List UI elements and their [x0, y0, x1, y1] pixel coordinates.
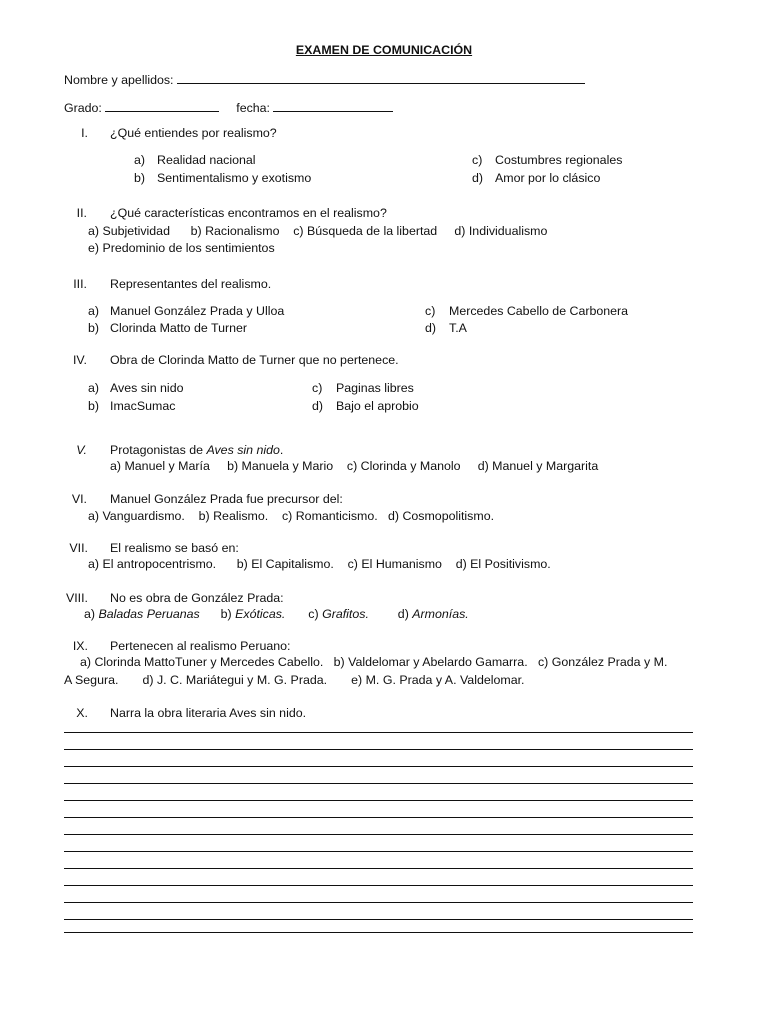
q3-option-b-letter: b) — [88, 321, 100, 335]
name-label: Nombre y apellidos: — [64, 73, 174, 87]
answer-line[interactable] — [64, 749, 693, 750]
q4-option-b-letter: b) — [88, 399, 100, 413]
q6-text: Manuel González Prada fue precursor del: — [110, 492, 343, 506]
q9-options-line1: a) Clorinda MattoTuner y Mercedes Cabello. b) Valdelomar y Abelardo Gamarra. c) González Prada y M. — [80, 655, 668, 669]
q2-options-line1: a) Subjetividad b) Racionalismo c) Búsqueda de la libertad d) Individualismo — [88, 224, 548, 238]
q3-option-d-letter: d) — [425, 321, 437, 335]
q3-option-c-letter: c) — [425, 304, 436, 318]
q3-number: III. — [73, 277, 87, 291]
grade-date-row — [64, 99, 393, 115]
q9-options-line2: A Segura. d) J. C. Mariátegui y M. G. Prada. e) M. G. Prada y A. Valdelomar. — [64, 673, 525, 687]
q3-text: Representantes del realismo. — [110, 277, 272, 291]
answer-line[interactable] — [64, 868, 693, 869]
q4-option-a: Aves sin nido — [110, 381, 184, 395]
answer-line[interactable] — [64, 851, 693, 852]
q8-option-d-letter: d) — [397, 607, 413, 621]
q3-option-a: Manuel González Prada y Ulloa — [110, 304, 285, 318]
q4-option-c-letter: c) — [312, 381, 323, 395]
q1-option-b-letter: b) — [134, 171, 146, 185]
answer-line[interactable] — [64, 732, 693, 733]
q8-option-a-letter: a) — [84, 607, 99, 621]
q3-option-c: Mercedes Cabello de Carbonera — [449, 304, 629, 318]
q6-number: VI. — [71, 492, 87, 506]
q8-options — [84, 607, 469, 621]
q8-option-d: Armonías. — [412, 607, 469, 621]
exam-title: EXAMEN DE COMUNICACIÓN — [295, 43, 473, 57]
q2-text: ¿Qué características encontramos en el realismo? — [110, 206, 387, 220]
q3-option-d: T.A — [449, 321, 467, 335]
q4-option-d-letter: d) — [312, 399, 324, 413]
grade-input-line[interactable] — [105, 99, 219, 112]
answer-line[interactable] — [64, 919, 693, 920]
grade-label: Grado: — [64, 101, 102, 115]
date-label: fecha: — [236, 101, 271, 115]
q4-option-b: ImacSumac — [110, 399, 176, 413]
q5-text — [110, 443, 283, 457]
q2-options-line2: e) Predominio de los sentimientos — [88, 241, 275, 255]
q3-option-b: Clorinda Matto de Turner — [110, 321, 248, 335]
q5-text-prefix: Protagonistas de — [110, 443, 207, 457]
q5-options-line1: a) Manuel y María b) Manuela y Mario c) Clorinda y Manolo d) Manuel y Margarita — [110, 459, 599, 473]
name-field-row — [64, 71, 585, 87]
q1-option-c-letter: c) — [472, 153, 483, 167]
q8-option-c: Grafitos. — [322, 607, 369, 621]
answer-line[interactable] — [64, 902, 693, 903]
q4-option-a-letter: a) — [88, 381, 100, 395]
q7-text: El realismo se basó en: — [110, 541, 239, 555]
q5-number: V. — [76, 443, 87, 457]
q9-text: Pertenecen al realismo Peruano: — [110, 639, 291, 653]
q5-text-italic: Aves sin nido — [206, 443, 280, 457]
q1-number: I. — [81, 126, 88, 140]
q8-option-c-letter: c) — [308, 607, 323, 621]
q1-option-d-letter: d) — [472, 171, 484, 185]
answer-line[interactable] — [64, 932, 693, 933]
q1-option-d: Amor por lo clásico — [495, 171, 601, 185]
q8-option-b-letter: b) — [220, 607, 236, 621]
q9-number: IX. — [72, 639, 88, 653]
q4-option-c: Paginas libres — [336, 381, 414, 395]
q7-number: VII. — [69, 541, 88, 555]
q6-options-line1: a) Vanguardismo. b) Realismo. c) Romanticismo. d) Cosmopolitismo. — [88, 509, 495, 523]
q8-number: VIII. — [65, 591, 88, 605]
answer-line[interactable] — [64, 885, 693, 886]
q2-number: II. — [76, 206, 87, 220]
q4-number: IV. — [72, 353, 87, 367]
q1-option-a: Realidad nacional — [157, 153, 256, 167]
q7-options-line1: a) El antropocentrismo. b) El Capitalismo. c) El Humanismo d) El Positivismo. — [88, 557, 551, 571]
q1-option-c: Costumbres regionales — [495, 153, 623, 167]
answer-line[interactable] — [64, 800, 693, 801]
q8-option-a: Baladas Peruanas — [98, 607, 200, 621]
answer-line[interactable] — [64, 834, 693, 835]
q4-option-d: Bajo el aprobio — [336, 399, 419, 413]
q10-text: Narra la obra literaria Aves sin nido. — [110, 706, 307, 720]
answer-line[interactable] — [64, 783, 693, 784]
q8-text: No es obra de González Prada: — [110, 591, 284, 605]
q8-option-b: Exóticas. — [235, 607, 286, 621]
q5-text-suffix: . — [279, 443, 284, 457]
q1-option-a-letter: a) — [134, 153, 146, 167]
answer-line[interactable] — [64, 766, 693, 767]
date-input-line[interactable] — [273, 99, 393, 112]
q1-option-b: Sentimentalismo y exotismo — [157, 171, 312, 185]
q1-text: ¿Qué entiendes por realismo? — [110, 126, 277, 140]
q4-text: Obra de Clorinda Matto de Turner que no pertenece. — [110, 353, 399, 367]
answer-line[interactable] — [64, 817, 693, 818]
q10-number: X. — [76, 706, 88, 720]
name-input-line[interactable] — [177, 71, 585, 84]
q3-option-a-letter: a) — [88, 304, 100, 318]
